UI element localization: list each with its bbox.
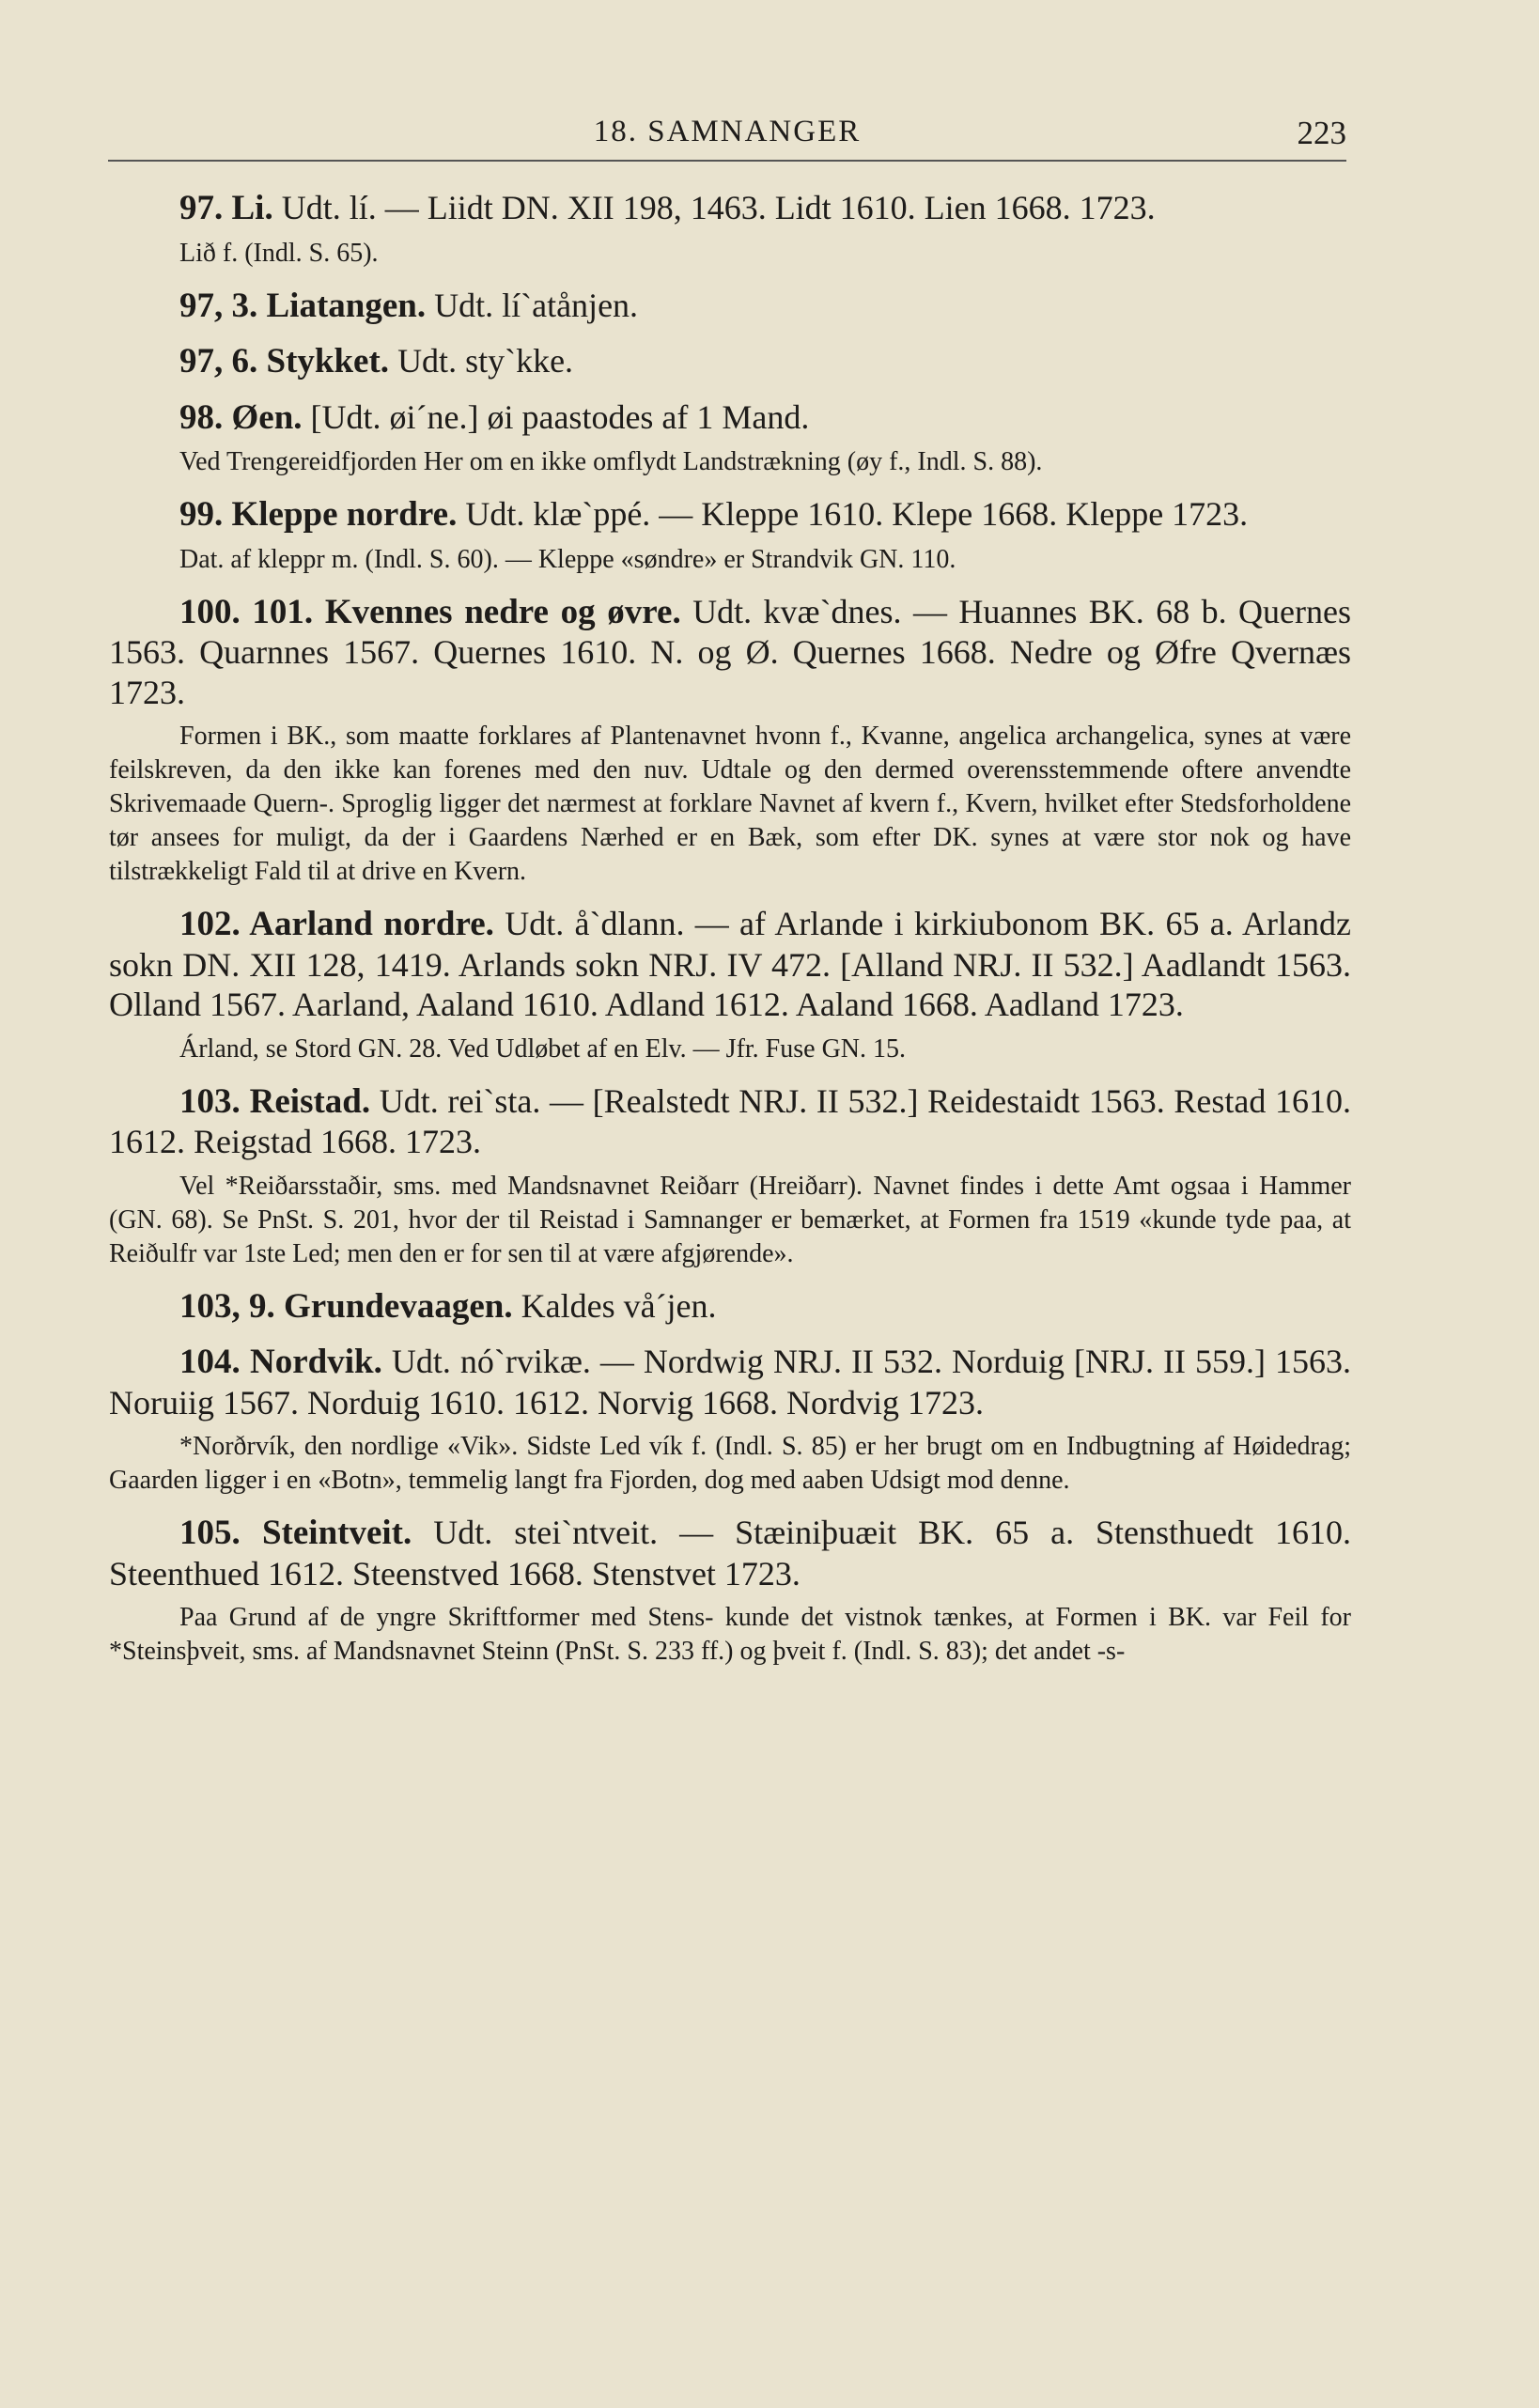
entry-note: Ved Trengereidfjorden Her om en ikke omflydt Landstrækning (øy f., Indl. S. 88). xyxy=(179,447,1043,476)
entry-heading: 102. Aarland nordre. xyxy=(179,905,494,943)
entry-note: Árland, se Stord GN. 28. Ved Udløbet af en Elv. — Jfr. Fuse GN. 15. xyxy=(179,1033,907,1064)
entry-text: Kaldes vå´jen. xyxy=(521,1286,717,1325)
running-header xyxy=(108,111,1346,162)
entry-note: *Norðrvík, den nordlige «Vik». Sidste Led vík f. (Indl. S. 85) er her brugt om en Indbugtning af Høidedrag; Gaarden ligger i en «Botn», temmelig langt fra Fjorden, dog med aaben Udsigt mod denne. xyxy=(109,1432,1351,1495)
entry-text: Udt. lí`atånjen. xyxy=(434,286,639,324)
section-title: 18. SAMNANGER xyxy=(593,115,862,148)
entry-103-9 xyxy=(109,1286,1351,1328)
entry-heading: 99. Kleppe nordre. xyxy=(179,495,458,534)
entry-102 xyxy=(109,904,1351,1066)
entry-103 xyxy=(109,1081,1351,1271)
entry-note: Formen i BK., som maatte forklares af Plantenavnet hvonn f., Kvanne, angelica archangelica, synes at være feilskreven, da den ikke kan forenes med den nuv. Udtale og den dermed overensstemmende oftere anvendte Skrivemaade Quern-. Sproglig ligger det nærmest at forklare Navnet af kvern f., Kvern, hvilket efter Stedsforholdene tør ansees for muligt, da der i Gaardens Nærhed er en Bæk, som efter DK. synes at være stor nok og have tilstrækkeligt Fald til at drive en Kvern. xyxy=(109,722,1351,886)
entry-heading: 103, 9. Grundevaagen. xyxy=(179,1286,513,1326)
entry-note: Paa Grund af de yngre Skriftformer med Stens- kunde det vistnok tænkes, at Formen i BK. var Feil for *Steinsþveit, sms. af Mandsnavnet Steinn (PnSt. S. 233 ff.) og þveit f. (Indl. S. 83); det andet -s- xyxy=(109,1603,1351,1666)
entry-heading: 97, 6. Stykket. xyxy=(179,342,390,381)
entry-text: Udt. kvæ`dnes. — Huannes BK. 68 b. Quernes 1563. Quarnnes 1567. Quernes 1610. N. og Ø. Quernes 1668. Nedre og Øfre Qvernæs 1723. xyxy=(109,592,1352,711)
entry-text: Udt. sty`kke. xyxy=(397,342,574,380)
entry-text: Udt. stei`ntveit. — Stæiniþuæit BK. 65 a. Stensthuedt 1610. Steenthued 1612. Steenstved 1668. Stenstvet 1723. xyxy=(109,1514,1351,1592)
entry-text: Udt. lí. — Liidt DN. XII 198, 1463. Lidt 1610. Lien 1668. 1723. xyxy=(281,189,1156,226)
entry-text: Udt. klæ`ppé. — Kleppe 1610. Klepe 1668. Kleppe 1723. xyxy=(465,495,1249,533)
entry-105 xyxy=(109,1513,1351,1669)
entry-97-3 xyxy=(109,286,1351,327)
entry-text: [Udt. øi´ne.] øi paastodes af 1 Mand. xyxy=(310,397,810,436)
entry-heading: 100. 101. Kvennes nedre og øvre. xyxy=(179,592,681,631)
entry-100-101 xyxy=(109,592,1351,890)
page-number: 223 xyxy=(1297,115,1346,151)
entry-98 xyxy=(109,397,1351,480)
entry-text: Udt. å`dlann. — af Arlande i kirkiubonom BK. 65 a. Arlandz sokn DN. XII 128, 1419. Arlands sokn NRJ. IV 472. [Alland NRJ. II 532.] Aadlandt 1563. Olland 1567. Aarland, Aaland 1610. Adland 1612. Aaland 1668. Aadland 1723. xyxy=(109,905,1352,1023)
entry-heading: 97, 3. Liatangen. xyxy=(179,286,427,325)
entry-97 xyxy=(109,188,1351,271)
entry-note: Dat. af kleppr m. (Indl. S. 60). — Kleppe «søndre» er Strandvik GN. 110. xyxy=(179,544,956,574)
entry-heading: 103. Reistad. xyxy=(179,1081,371,1121)
page-body xyxy=(109,188,1351,1684)
entry-heading: 104. Nordvik. xyxy=(179,1343,382,1381)
entry-97-6 xyxy=(109,341,1351,382)
entry-99 xyxy=(109,494,1351,577)
entry-note: Vel *Reiðarsstaðir, sms. med Mandsnavnet Reiðarr (Hreiðarr). Navnet findes i dette Amt ogsaa i Hammer (GN. 68). Se PnSt. S. 201, hvor der til Reistad i Samnanger er bemærket, at Formen fra 1519 «kunde tyde paa, at Reiðulfr var 1ste Led; men den er for sen til at være afgjørende». xyxy=(109,1171,1351,1268)
entry-note: Lið f. (Indl. S. 65). xyxy=(179,238,379,268)
entry-heading: 105. Steintveit. xyxy=(179,1514,412,1552)
entry-text: Udt. nó`rvikæ. — Nordwig NRJ. II 532. Norduig [NRJ. II 559.] 1563. Noruiig 1567. Norduig 1610. 1612. Norvig 1668. Nordvig 1723. xyxy=(109,1343,1352,1421)
entry-text: Udt. rei`sta. — [Realstedt NRJ. II 532.] Reidestaidt 1563. Restad 1610. 1612. Reigstad 1668. 1723. xyxy=(109,1081,1351,1160)
entry-104 xyxy=(109,1342,1351,1498)
entry-heading: 98. Øen. xyxy=(179,397,303,437)
entry-heading: 97. Li. xyxy=(179,189,273,227)
